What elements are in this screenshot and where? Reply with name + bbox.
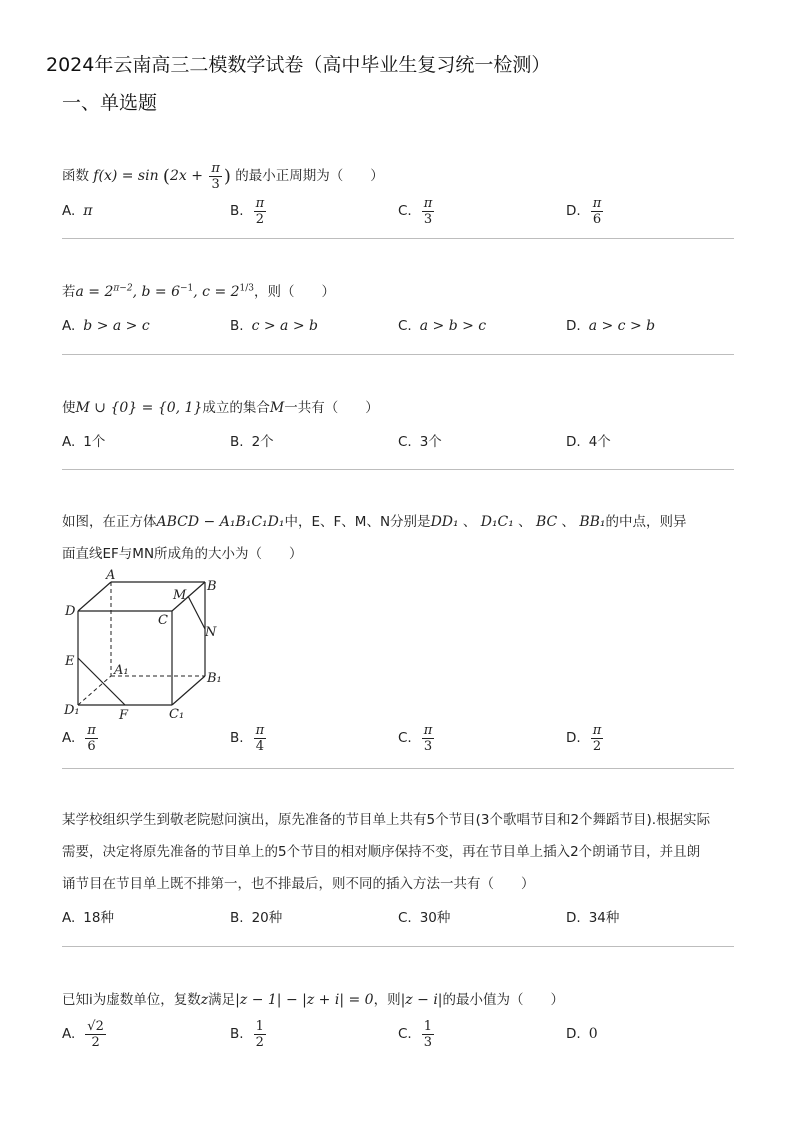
option-d[interactable] <box>566 1016 598 1052</box>
option-value: 18种 <box>83 910 114 926</box>
option-label: B. <box>230 730 244 746</box>
question-4-stem-line2: 面直线EF与MN所成角的大小为（ ） <box>62 546 303 562</box>
q2-b: , b = 6 <box>132 284 180 300</box>
option-label: A. <box>62 318 76 334</box>
q6-stem-pre: 已知i为虚数单位，复数 <box>62 992 201 1008</box>
label-m: M <box>173 588 187 603</box>
fraction-numerator: π <box>255 195 265 211</box>
question-2-stem <box>62 276 734 308</box>
q2-b-exponent: −1 <box>179 283 194 294</box>
q3-stem-post: 一共有（ ） <box>284 400 379 416</box>
question-1-options <box>62 193 734 229</box>
q1-stem-post: 的最小正周期为（ ） <box>235 168 384 184</box>
option-label: B. <box>230 203 244 219</box>
q1-function: f(x) = sin <box>93 168 159 184</box>
option-fraction <box>85 723 98 754</box>
option-label: B. <box>230 318 244 334</box>
option-fraction <box>422 1019 434 1050</box>
q1-right-paren: ) <box>223 166 231 187</box>
divider <box>62 946 734 947</box>
option-value: c > a > b <box>251 318 318 334</box>
q4-edge-2: D₁C₁ <box>480 514 514 530</box>
option-label: D. <box>566 730 581 746</box>
q3-stem-pre: 使 <box>62 400 76 416</box>
q2-stem-post: ，则（ ） <box>254 284 336 300</box>
q4-edge-3: BC <box>535 514 558 530</box>
option-value: a > c > b <box>588 318 656 334</box>
option-d[interactable] <box>566 424 611 460</box>
q6-stem-post: 的最小值为（ ） <box>442 992 565 1008</box>
option-a[interactable] <box>62 193 93 229</box>
fraction-denominator: 2 <box>91 1034 100 1050</box>
question-2 <box>62 276 734 344</box>
question-5-options <box>62 900 734 936</box>
q1-stem-pre: 函数 <box>62 168 89 184</box>
fraction-denominator: 3 <box>423 1034 432 1050</box>
question-5 <box>62 804 734 936</box>
fraction-denominator: 4 <box>255 738 264 754</box>
q4-cube: ABCD − A₁B₁C₁D₁ <box>156 514 285 530</box>
label-a1: A₁ <box>114 663 129 678</box>
option-value: a > b > c <box>419 318 487 334</box>
option-fraction <box>85 1019 106 1050</box>
divider <box>62 238 734 239</box>
label-f: F <box>119 708 129 723</box>
divider <box>62 354 734 355</box>
fraction-numerator: π <box>423 722 433 738</box>
option-label: C. <box>398 1026 412 1042</box>
label-d1: D₁ <box>64 703 80 718</box>
option-label: B. <box>230 434 244 450</box>
q4-stem-pre: 如图，在正方体 <box>62 514 157 530</box>
fraction-denominator: 2 <box>255 211 264 227</box>
fraction-numerator: π <box>255 722 265 738</box>
label-b1: B₁ <box>207 671 222 686</box>
question-1 <box>62 160 734 229</box>
fraction-denominator: 3 <box>423 211 433 227</box>
fraction-denominator: 6 <box>87 738 96 754</box>
q2-c-exponent: 1/3 <box>239 283 255 294</box>
label-e: E <box>65 654 75 669</box>
question-3-options <box>62 424 734 460</box>
q3-variable: M <box>269 400 285 416</box>
q3-stem-mid: 成立的集合 <box>202 400 270 416</box>
q6-stem-mid2: ，则 <box>373 992 401 1008</box>
option-value: 1个 <box>83 434 106 450</box>
q4-edge-4: BB₁ <box>579 514 606 530</box>
q2-a: a = 2 <box>75 284 114 300</box>
paper-title: 2024年云南高三二模数学试卷（高中毕业生复习统一检测） <box>46 54 551 76</box>
option-a[interactable] <box>62 308 150 344</box>
option-label: C. <box>398 730 412 746</box>
q6-target: |z − i| <box>400 992 443 1008</box>
option-value: 2个 <box>251 434 274 450</box>
option-a[interactable] <box>62 424 105 460</box>
divider <box>62 768 734 769</box>
fraction-numerator: π <box>87 722 96 738</box>
option-label: A. <box>62 434 76 450</box>
question-4-stem <box>62 506 734 538</box>
cube-figure <box>62 568 232 724</box>
option-label: B. <box>230 910 244 926</box>
edge-da <box>78 582 111 611</box>
option-fraction <box>254 196 267 227</box>
option-d[interactable] <box>566 308 655 344</box>
question-3 <box>62 392 734 460</box>
option-fraction <box>254 723 267 754</box>
option-b[interactable] <box>230 900 282 936</box>
option-label: D. <box>566 203 581 219</box>
option-label: C. <box>398 318 412 334</box>
q6-condition: |z − 1| − |z + i| = 0 <box>235 992 374 1008</box>
question-6-options <box>62 1016 734 1052</box>
option-label: C. <box>398 434 412 450</box>
q1-arg-fraction <box>209 161 222 192</box>
fraction-denominator: 2 <box>592 738 602 754</box>
question-5-line3: 诵节目在节目单上既不排第一，也不排最后，则不同的插入方法一共有（ ） <box>62 876 535 892</box>
question-4-options-wrap <box>62 720 734 756</box>
q1-frac-num: π <box>211 160 220 176</box>
option-label: A. <box>62 203 76 219</box>
option-c[interactable] <box>398 900 450 936</box>
option-value: 20种 <box>251 910 283 926</box>
option-a[interactable] <box>62 1016 108 1052</box>
option-c[interactable] <box>398 193 436 229</box>
fraction-denominator: 3 <box>423 738 433 754</box>
option-value: 34种 <box>588 910 620 926</box>
option-fraction <box>591 196 604 227</box>
option-fraction <box>254 1019 266 1050</box>
q1-arg: 2x + <box>169 168 208 184</box>
option-label: D. <box>566 910 581 926</box>
option-label: D. <box>566 434 581 450</box>
option-value: b > a > c <box>83 318 150 334</box>
q2-a-exponent: π−2 <box>113 283 133 294</box>
option-c[interactable] <box>398 424 442 460</box>
q4-sep-1: 、 <box>458 514 481 530</box>
option-a[interactable] <box>62 900 114 936</box>
fraction-denominator: 2 <box>255 1034 264 1050</box>
q2-stem-pre: 若 <box>62 284 76 300</box>
label-a: A <box>106 568 116 583</box>
label-c1: C₁ <box>169 707 185 722</box>
option-d[interactable] <box>566 193 605 229</box>
fraction-numerator: 1 <box>423 1018 432 1034</box>
q4-stem-mid2: 的中点，则异 <box>605 514 687 530</box>
option-b[interactable] <box>230 1016 268 1052</box>
question-1-stem <box>62 160 734 193</box>
question-5-line1: 某学校组织学生到敬老院慰问演出，原先准备的节目单上共有5个节目(3个歌唱节目和2个舞蹈节目).根据实际 <box>62 812 711 828</box>
option-label: C. <box>398 203 412 219</box>
option-fraction <box>422 196 435 227</box>
q4-stem-mid1: 中，E、F、M、N分别是 <box>284 514 431 530</box>
q4-edge-1: DD₁ <box>430 514 459 530</box>
option-label: A. <box>62 1026 76 1042</box>
option-b[interactable] <box>230 424 274 460</box>
question-3-stem <box>62 392 734 424</box>
section-heading: 一、单选题 <box>62 92 158 114</box>
option-label: B. <box>230 1026 244 1042</box>
fraction-numerator: 1 <box>255 1018 264 1034</box>
q1-left-paren: ( <box>162 166 170 187</box>
q3-expression: M ∪ {0} = {0, 1} <box>75 400 203 416</box>
q4-sep-3: 、 <box>557 514 580 530</box>
label-b: B <box>207 579 217 594</box>
question-6-stem <box>62 984 734 1016</box>
fraction-numerator: π <box>423 195 433 211</box>
option-label: A. <box>62 730 76 746</box>
option-d[interactable] <box>566 900 619 936</box>
question-5-line2: 需要，决定将原先准备的节目单上的5个节目的相对顺序保持不变，再在节目单上插入2个朗诵节目，并且朗 <box>62 844 701 860</box>
option-value: 3个 <box>419 434 442 450</box>
option-b[interactable] <box>230 308 318 344</box>
option-label: D. <box>566 318 581 334</box>
question-6 <box>62 984 734 1052</box>
q1-frac-den: 3 <box>211 176 220 192</box>
label-n: N <box>205 625 217 640</box>
option-label: A. <box>62 910 76 926</box>
question-4 <box>62 506 734 570</box>
option-a[interactable] <box>62 720 100 756</box>
divider <box>62 469 734 470</box>
q4-sep-2: 、 <box>513 514 536 530</box>
hidden-edge-d1a1 <box>78 676 111 705</box>
question-2-options <box>62 308 734 344</box>
fraction-denominator: 6 <box>592 211 602 227</box>
fraction-numerator: π <box>592 722 602 738</box>
option-c[interactable] <box>398 308 486 344</box>
option-c[interactable] <box>398 1016 436 1052</box>
option-c[interactable] <box>398 720 436 756</box>
fraction-numerator: π <box>592 195 602 211</box>
label-d: D <box>65 604 76 619</box>
segment-mn <box>188 596 205 629</box>
option-b[interactable] <box>230 720 268 756</box>
q2-c: , c = 2 <box>193 284 240 300</box>
question-4-options <box>62 720 734 756</box>
q6-z: z <box>200 992 209 1008</box>
option-b[interactable] <box>230 193 268 229</box>
option-value: 30种 <box>419 910 451 926</box>
label-c: C <box>158 613 168 628</box>
option-fraction <box>422 723 435 754</box>
option-label: C. <box>398 910 412 926</box>
edge-c1b1 <box>172 676 205 705</box>
option-label: D. <box>566 1026 581 1042</box>
option-fraction <box>591 723 604 754</box>
fraction-numerator: √2 <box>87 1018 104 1034</box>
option-d[interactable] <box>566 720 605 756</box>
option-value: π <box>83 203 93 219</box>
option-value: 0 <box>588 1026 598 1042</box>
option-value: 4个 <box>588 434 611 450</box>
q6-stem-mid: 满足 <box>208 992 236 1008</box>
